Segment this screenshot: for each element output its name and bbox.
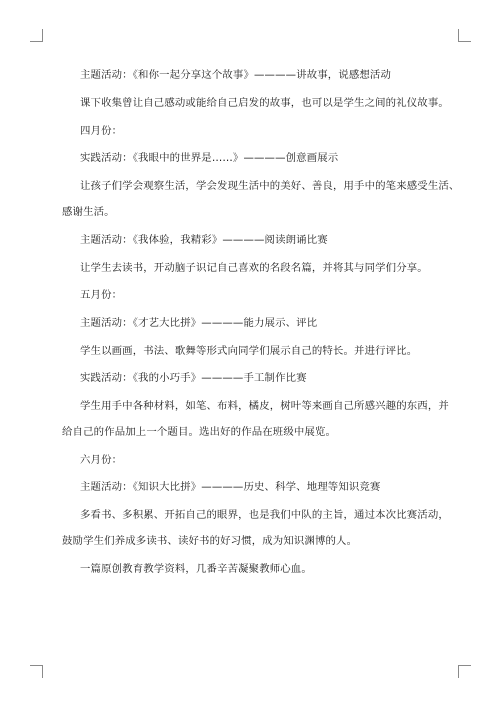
paragraph-line: 实践活动：《我的小巧手》————手工制作比赛 bbox=[80, 372, 307, 384]
crop-mark-top-left bbox=[30, 29, 43, 42]
crop-mark-top-right bbox=[458, 29, 471, 42]
paragraph-line: 感谢生活。 bbox=[62, 206, 115, 218]
paragraph-line: 主题活动：《知识大比拼》————历史、科学、地理等知识竞赛 bbox=[80, 481, 381, 493]
paragraph-line: 实践活动：《我眼中的世界是……》————创意画展示 bbox=[80, 152, 339, 164]
paragraph-line: 让学生去读书，开动脑子识记自己喜欢的名段名篇，并将其与同学们分享。 bbox=[80, 262, 428, 274]
paragraph-line: 让孩子们学会观察生活，学会发现生活中的美好、善良，用手中的笔来感受生活、 bbox=[80, 180, 460, 192]
paragraph-line: 学生以画画，书法、歌舞等形式向同学们展示自己的特长。并进行评比。 bbox=[80, 345, 418, 357]
paragraph-line: 学生用手中各种材料，如笔、布料，橘皮，树叶等来画自己所感兴趣的东西，并 bbox=[80, 400, 449, 412]
paragraph-line: 给自己的作品加上一个题目。选出好的作品在班级中展览。 bbox=[62, 426, 337, 438]
crop-mark-bottom-right bbox=[458, 665, 471, 678]
paragraph-line: 主题活动：《才艺大比拼》————能力展示、评比 bbox=[80, 317, 318, 329]
month-heading: 六月份： bbox=[80, 454, 123, 466]
paragraph-line: 鼓励学生们养成多读书、读好书的好习惯，成为知识渊博的人。 bbox=[62, 535, 358, 547]
paragraph-line: 课下收集曾让自己感动或能给自己启发的故事，也可以是学生之间的礼仪故事。 bbox=[80, 97, 449, 109]
month-heading: 五月份： bbox=[80, 289, 123, 301]
month-heading: 四月份： bbox=[80, 125, 123, 137]
paragraph-line: 主题活动：《和你一起分享这个故事》————讲故事，说感想活动 bbox=[80, 69, 392, 81]
paragraph-line: 一篇原创教育教学资料，几番辛苦凝聚教师心血。 bbox=[80, 563, 312, 575]
paragraph-line: 多看书、多积累、开拓自己的眼界，也是我们中队的主旨，通过本次比赛活动， bbox=[80, 509, 449, 521]
crop-mark-bottom-left bbox=[30, 665, 43, 678]
paragraph-line: 主题活动：《我体验，我精彩》————阅读朗诵比赛 bbox=[80, 234, 328, 246]
